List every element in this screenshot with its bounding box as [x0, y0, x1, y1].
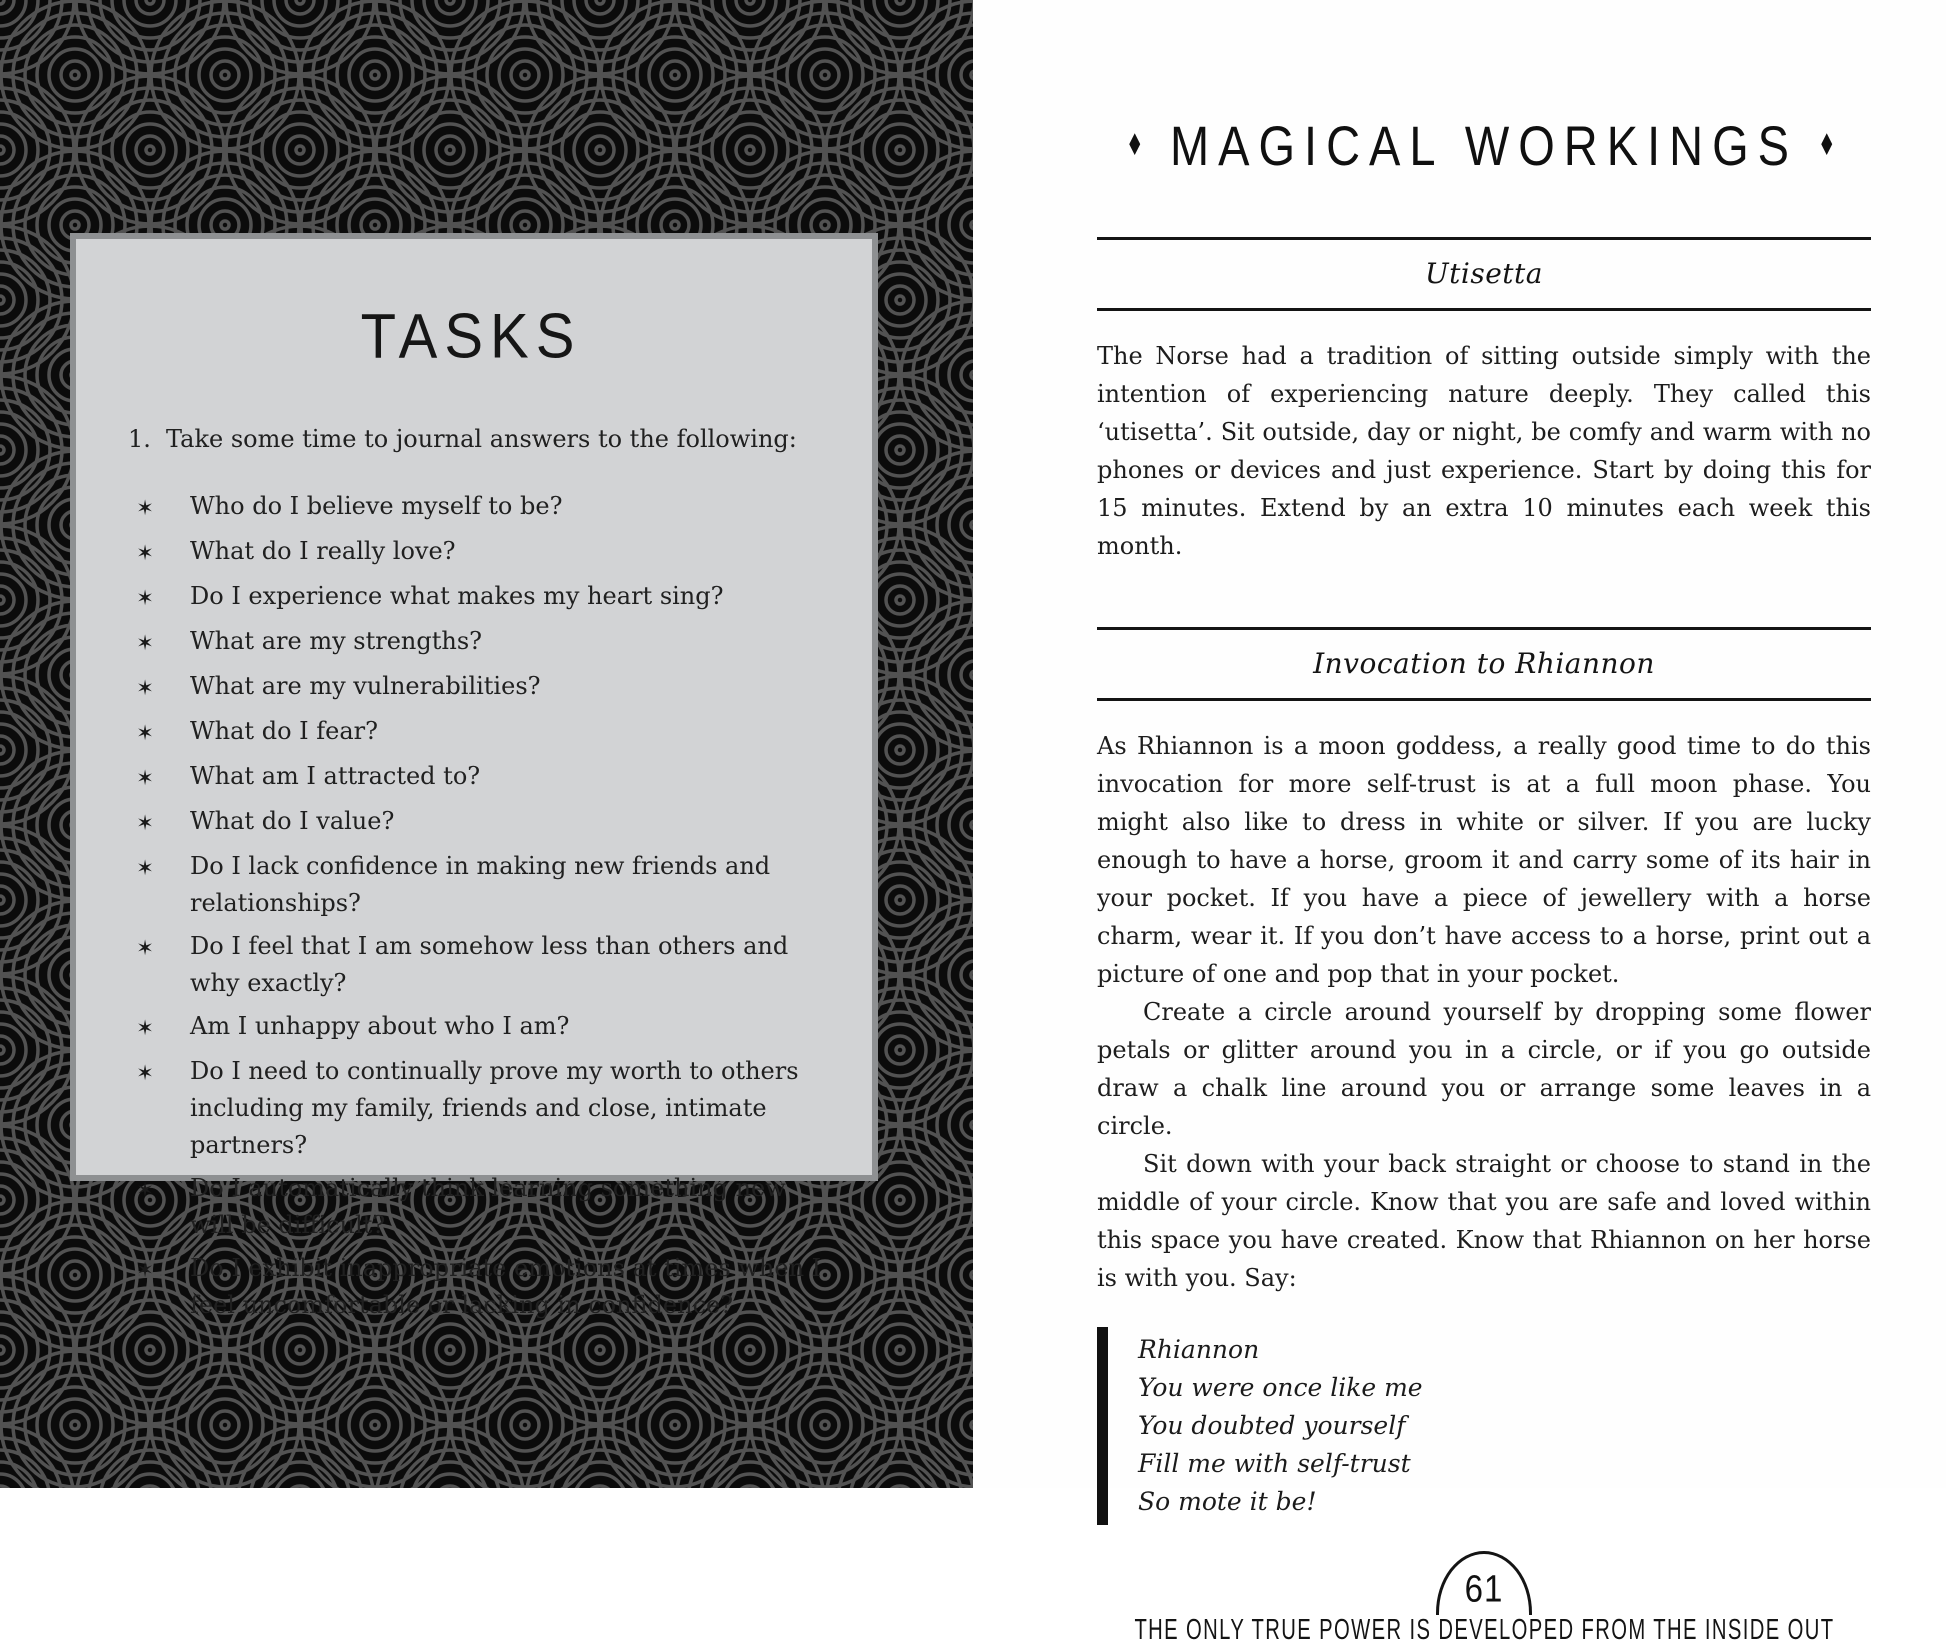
footer-motto-text: THE ONLY TRUE POWER IS DEVELOPED FROM THE INSIDE OUT [1133, 1613, 1835, 1646]
horizontal-rule [1097, 308, 1871, 311]
task-item-text: What do I fear? [190, 717, 378, 745]
section-utisetta [1097, 237, 1871, 565]
paragraph: The Norse had a tradition of sitting outside simply with the intention of experiencing nature deeply. They called this ‘utisetta’. Sit outside, day or night, be comfy and warm with no phones or devices and just experience. Start by doing this for 15 minutes. Extend by an extra 10 minutes each week this month. [1097, 342, 1871, 560]
task-list-item [114, 928, 828, 1002]
task-item-text: What do I value? [190, 807, 395, 835]
page-title-text: MAGICAL WORKINGS [1170, 114, 1798, 177]
task-item-text: Am I unhappy about who I am? [190, 1012, 570, 1040]
invocation-quote-block [1097, 1327, 1871, 1525]
star-bullet-icon: ✶ [136, 631, 154, 655]
footer-motto [1097, 1613, 1871, 1646]
star-bullet-icon: ✶ [136, 811, 154, 835]
tasks-bullet-list [114, 488, 828, 1324]
star-bullet-icon: ✶ [136, 856, 154, 880]
section-invocation-to-rhiannon [1097, 627, 1871, 1297]
task-item-text: Do I automatically think learning something new will be difficult? [190, 1174, 786, 1239]
task-list-item [114, 1008, 828, 1047]
page-number-wrap [1097, 1551, 1871, 1615]
task-list-item [114, 713, 828, 752]
quote-line: So mote it be! [1138, 1487, 1317, 1516]
item-number: 1. [128, 425, 151, 453]
tasks-title: TASKS [360, 301, 582, 372]
task-list-item [114, 578, 828, 617]
diamond-ornament-icon: ♦ [1125, 128, 1150, 164]
diamond-ornament-icon: ♦ [1818, 128, 1843, 164]
task-item-text: Do I lack confidence in making new friends and relationships? [190, 852, 771, 917]
task-list-item [114, 1250, 828, 1324]
task-list-item [114, 488, 828, 527]
star-bullet-icon: ✶ [136, 766, 154, 790]
tasks-numbered-item [114, 422, 828, 456]
quote-line: You were once like me [1138, 1373, 1423, 1402]
quote-line: Fill me with self-trust [1138, 1449, 1411, 1478]
section-heading: Invocation to Rhiannon [1313, 647, 1655, 680]
task-list-item [114, 758, 828, 797]
paragraph: Sit down with your back straight or choose to stand in the middle of your circle. Know that you are safe and loved within this space you have created. Know that Rhiannon on her horse is with you. Say: [1097, 1150, 1871, 1292]
star-bullet-icon: ✶ [136, 1178, 154, 1202]
star-bullet-icon: ✶ [136, 1061, 154, 1085]
star-bullet-icon: ✶ [136, 586, 154, 610]
task-item-text: What are my strengths? [190, 627, 483, 655]
task-list-item [114, 533, 828, 572]
paragraph: Create a circle around yourself by dropping some flower petals or glitter around you in a circle, or if you go outside draw a chalk line around you or arrange some leaves in a circle. [1097, 998, 1871, 1140]
task-item-text: Who do I believe myself to be? [190, 492, 563, 520]
task-item-text: Do I exhibit inappropriate emotions at times when I feel uncomfortable or lacking in confidence? [190, 1254, 822, 1319]
quote-line: You doubted yourself [1138, 1411, 1406, 1440]
task-list-item [114, 803, 828, 842]
star-bullet-icon: ✶ [136, 541, 154, 565]
page-number: 61 [1464, 1567, 1504, 1610]
task-item-text: What am I attracted to? [190, 762, 481, 790]
task-item-text: Do I feel that I am somehow less than others and why exactly? [190, 932, 789, 997]
tasks-box [70, 233, 878, 1319]
horizontal-rule [1097, 698, 1871, 701]
task-item-text: Do I experience what makes my heart sing? [190, 582, 724, 610]
page-title [1097, 114, 1871, 177]
task-list-item [114, 668, 828, 707]
star-bullet-icon: ✶ [136, 1258, 154, 1282]
task-item-text: What do I really love? [190, 537, 456, 565]
task-list-item [114, 848, 828, 922]
page-column [1097, 0, 1871, 1646]
section-heading: Utisetta [1425, 257, 1543, 290]
page-number-arch [1436, 1551, 1532, 1615]
quote-line: Rhiannon [1138, 1335, 1260, 1364]
task-list-item [114, 623, 828, 662]
star-bullet-icon: ✶ [136, 721, 154, 745]
section-paragraphs [1097, 727, 1871, 1297]
left-page [0, 0, 973, 1488]
task-item-text: What are my vulnerabilities? [190, 672, 541, 700]
star-bullet-icon: ✶ [136, 676, 154, 700]
star-bullet-icon: ✶ [136, 936, 154, 960]
right-page [973, 0, 1946, 1646]
paragraph: As Rhiannon is a moon goddess, a really good time to do this invocation for more self-trust is at a full moon phase. You might also like to dress in white or silver. If you are lucky enough to have a horse, groom it and carry some of its hair in your pocket. If you have a piece of jewellery with a horse charm, wear it. If you don’t have access to a horse, print out a picture of one and pop that in your pocket. [1097, 732, 1871, 988]
star-bullet-icon: ✶ [136, 496, 154, 520]
star-bullet-icon: ✶ [136, 1016, 154, 1040]
task-list-item [114, 1170, 828, 1244]
task-list-item [114, 1053, 828, 1164]
task-item-text: Do I need to continually prove my worth to others including my family, friends and close, intimate partners? [190, 1057, 799, 1159]
section-paragraphs [1097, 337, 1871, 565]
item-text: Take some time to journal answers to the following: [166, 425, 797, 453]
